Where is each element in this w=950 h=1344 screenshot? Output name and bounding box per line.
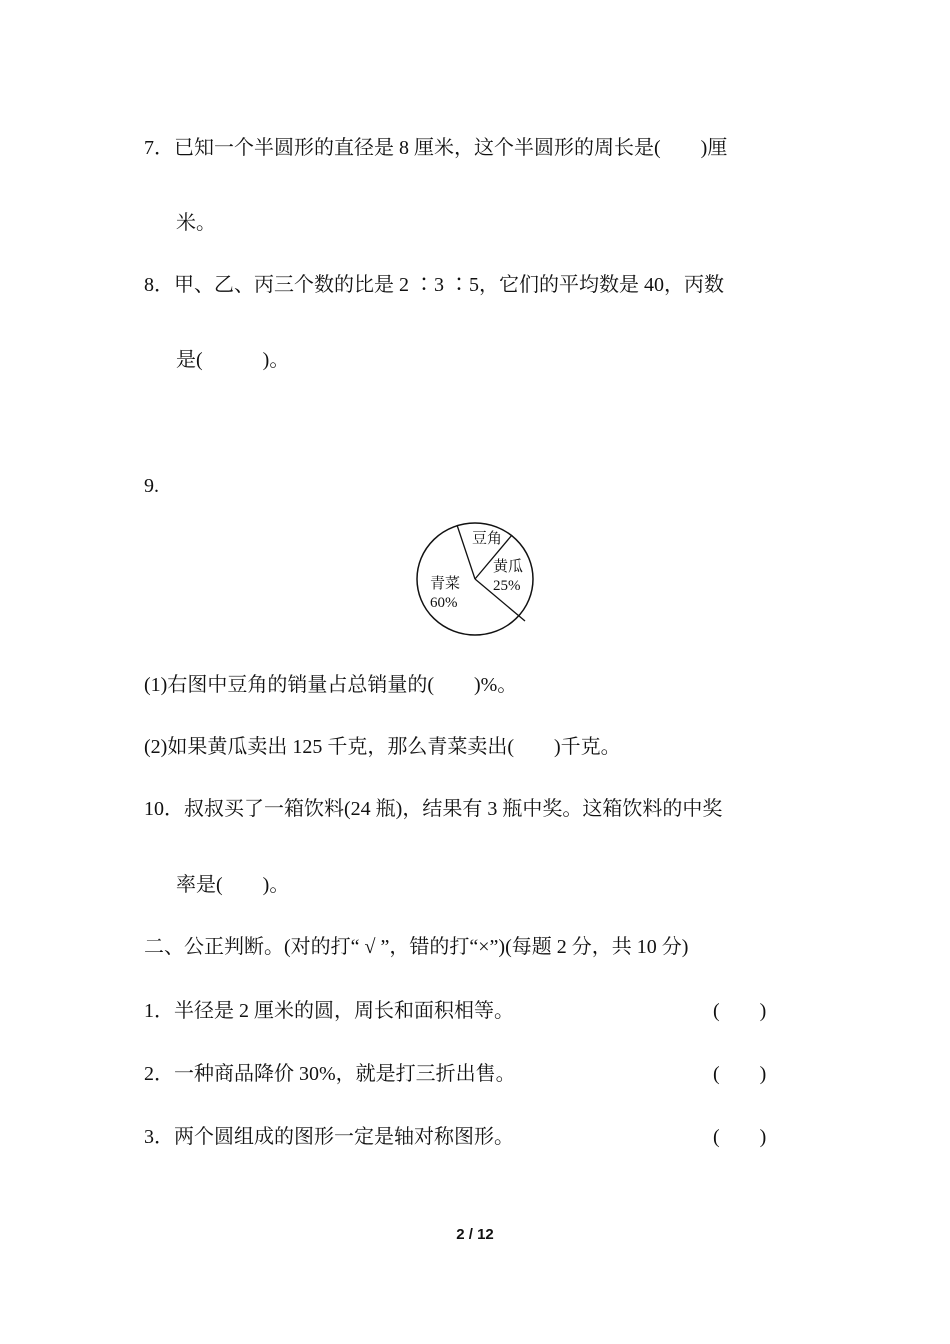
q10-line1: 10．叔叔买了一箱饮料(24 瓶)，结果有 3 瓶中奖。这箱饮料的中奖 [144, 798, 723, 820]
q7-line2: 米。 [176, 212, 216, 234]
q9-label: 9. [144, 475, 159, 497]
q7-line1: 7．已知一个半圆形的直径是 8 厘米，这个半圆形的周长是( )厘 [144, 137, 728, 159]
q8-line1: 8．甲、乙、丙三个数的比是 2 ∶3 ∶5，它们的平均数是 40，丙数 [144, 274, 724, 296]
section2-heading: 二、公正判断。(对的打“ √ ”，错的打“×”)(每题 2 分，共 10 分) [144, 936, 689, 958]
slice-label-qingcai: 青菜 [430, 576, 461, 592]
slice-value-qingcai: 60% [430, 595, 458, 611]
judge-answer-3[interactable]: ( ) [713, 1126, 767, 1148]
judge-item-2: 2．一种商品降价 30%，就是打三折出售。 [144, 1063, 516, 1085]
slice-label-huanggua: 黄瓜 [493, 559, 524, 575]
q10-line2: 率是( )。 [176, 874, 290, 896]
q9-sub2: (2)如果黄瓜卖出 125 千克，那么青菜卖出( )千克。 [144, 736, 621, 758]
page-number: 2 / 12 [456, 1226, 494, 1243]
pie-chart [414, 519, 536, 639]
judge-answer-2[interactable]: ( ) [713, 1063, 767, 1085]
judge-answer-1[interactable]: ( ) [713, 1000, 767, 1022]
slice-value-huanggua: 25% [493, 578, 521, 594]
judge-item-3: 3．两个圆组成的图形一定是轴对称图形。 [144, 1126, 514, 1148]
q9-sub1: (1)右图中豆角的销量占总销量的( )%。 [144, 674, 518, 696]
slice-label-douljiao: 豆角 [472, 531, 503, 547]
q8-line2: 是( )。 [176, 349, 290, 371]
judge-item-1: 1．半径是 2 厘米的圆，周长和面积相等。 [144, 1000, 514, 1022]
